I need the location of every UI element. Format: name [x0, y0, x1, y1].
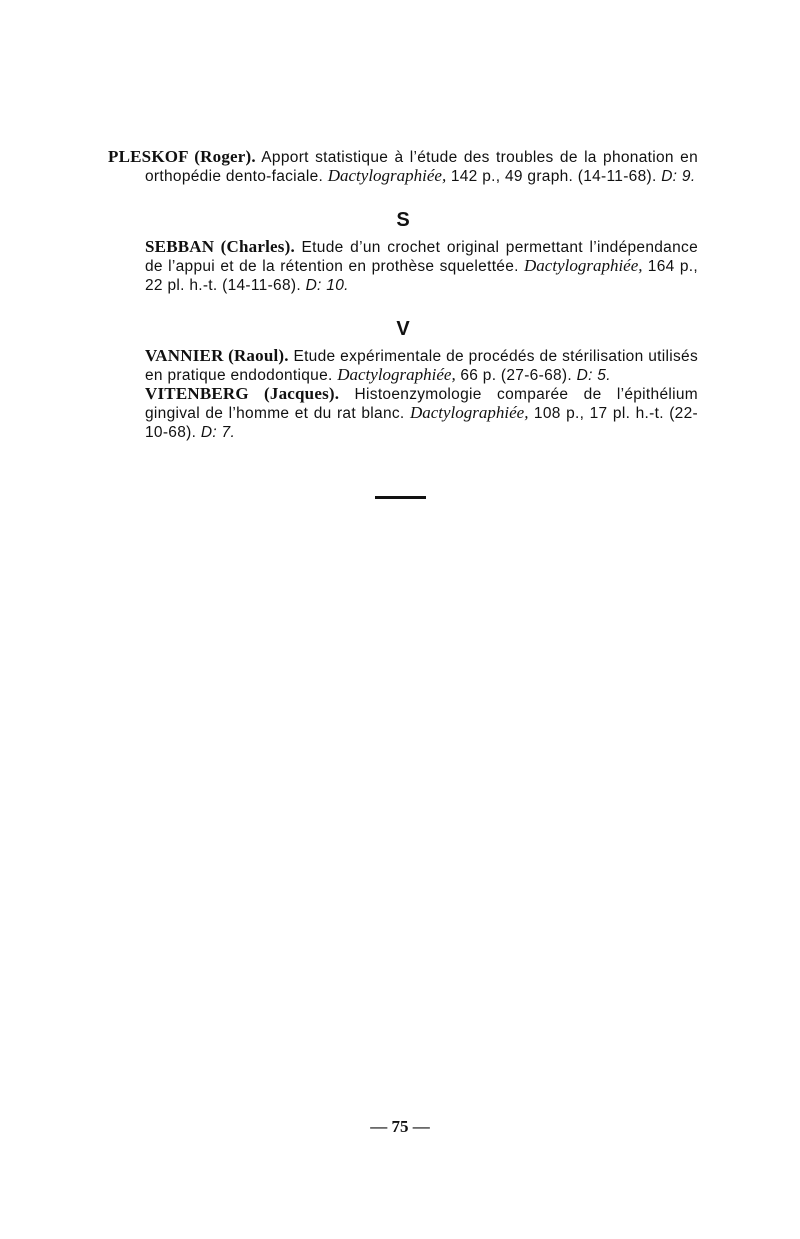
entry-d-label: D: — [576, 367, 593, 384]
entry-author: PLESKOF (Roger). — [108, 147, 256, 166]
entry-title: Apport statistique à l’étude des troubles de la phonation en orthopédie dento-faciale. — [145, 149, 699, 185]
entry-pleskof — [108, 148, 698, 186]
section-letter-s: S — [396, 209, 410, 231]
entry-d-label: D: — [305, 277, 322, 294]
entry-pages: 142 p., 49 graph. (14-11-68). — [446, 168, 662, 185]
entry-kind: Dactylographiée, — [409, 403, 529, 422]
entry-pages: 164 p., 22 pl. h.-t. (14-11-68). — [145, 258, 698, 294]
bibliography-page — [108, 148, 698, 442]
entry-title: Histoenzymologie comparée de l’épithélium gingival de l’homme et du rat blanc. — [145, 386, 698, 422]
entry-kind: Dactylographiée, — [337, 365, 456, 384]
section-end-rule — [375, 496, 426, 499]
entry-d-number: 9. — [677, 168, 696, 185]
entry-author: VITENBERG (Jacques). — [145, 384, 340, 403]
page-number: — 75 — — [370, 1117, 430, 1136]
entry-title: Etude d’un crochet original permettant l’indépendance de l’appui et de la rétention en prothèse squelettée. — [145, 239, 698, 275]
entry-vitenberg — [108, 385, 698, 442]
entry-d-label: D: — [661, 168, 678, 185]
entry-title: Etude expérimentale de procédés de stérilisation utilisés en pratique endodontique. — [145, 348, 699, 384]
entry-d-label: D: — [200, 424, 217, 441]
entry-sebban — [108, 238, 698, 295]
entry-kind: Dactylographiée, — [524, 256, 643, 275]
entry-pages: 66 p. (27-6-68). — [455, 367, 577, 384]
section-letter-v: V — [396, 318, 410, 340]
entry-author: VANNIER (Raoul). — [145, 346, 289, 365]
entry-d-number: 7. — [216, 424, 236, 441]
entry-d-number: 10. — [321, 277, 349, 294]
entry-author: SEBBAN (Charles). — [145, 237, 295, 256]
entry-pages: 108 p., 17 pl. h.-t. (22-10-68). — [145, 405, 698, 441]
entry-d-number: 5. — [592, 367, 611, 384]
entry-kind: Dactylographiée, — [327, 166, 447, 185]
entry-vannier — [108, 347, 698, 385]
